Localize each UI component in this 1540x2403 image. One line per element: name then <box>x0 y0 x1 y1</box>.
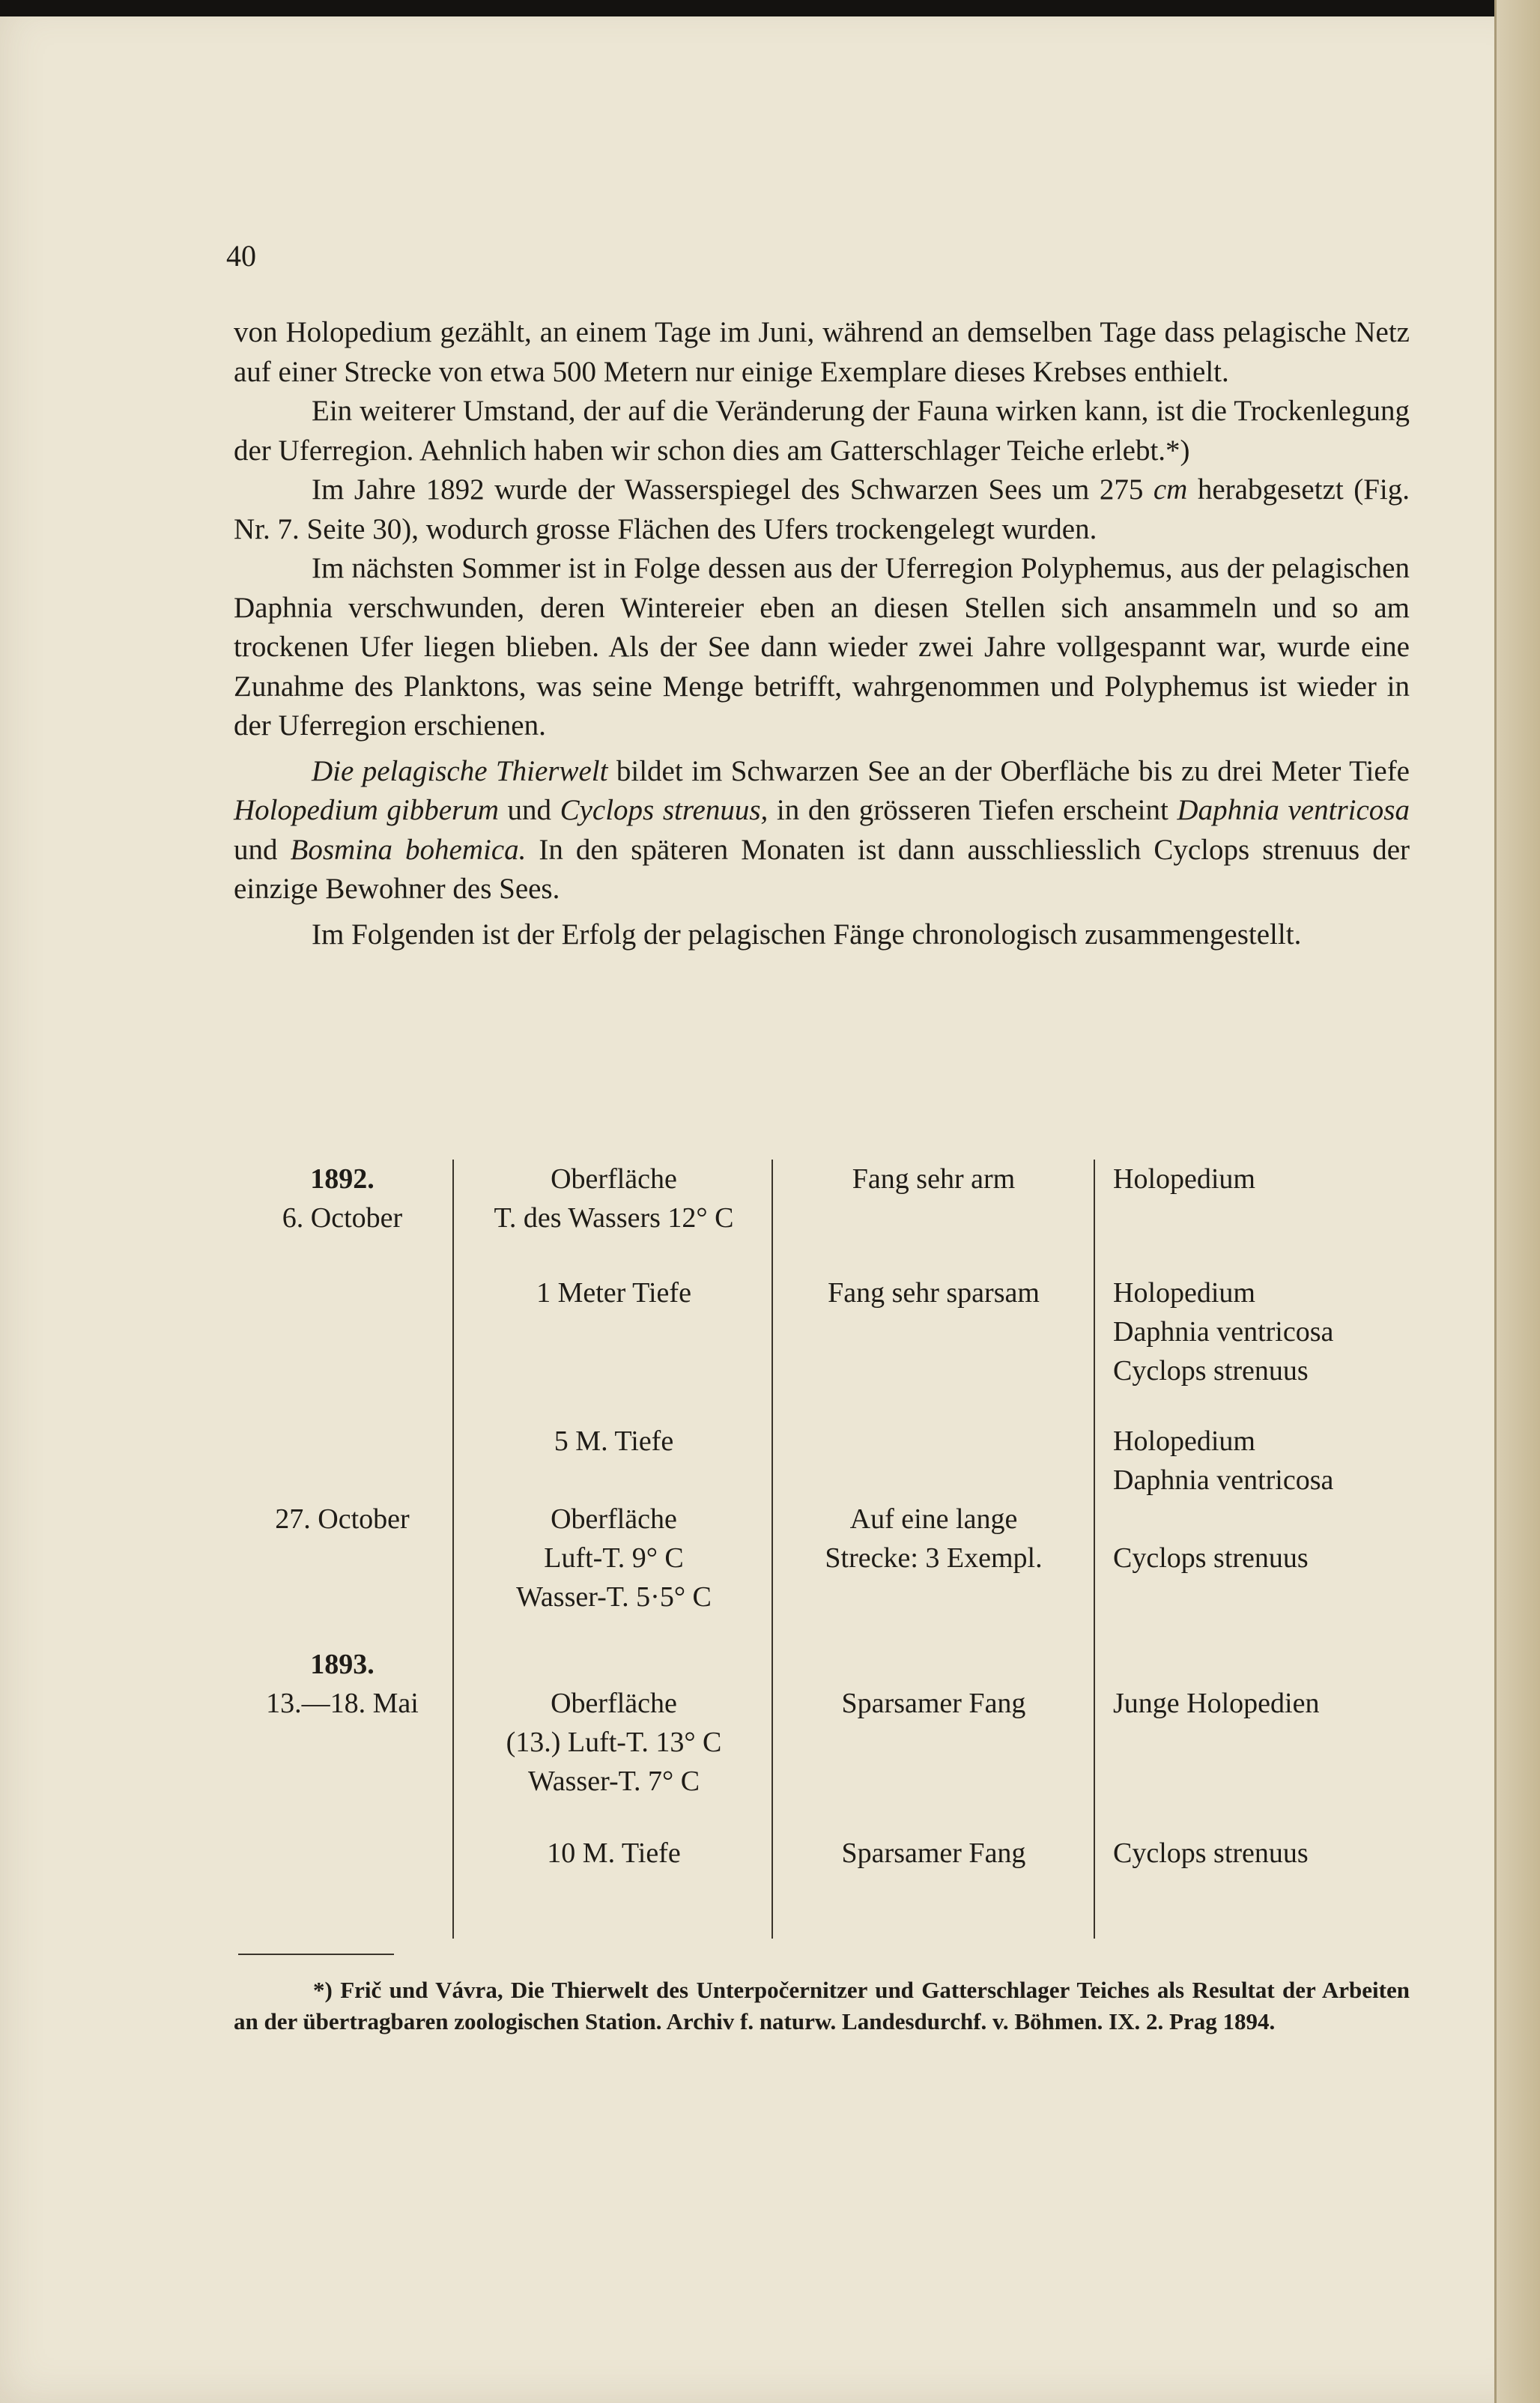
depth-cell: 10 M. Tiefe <box>547 1837 681 1869</box>
catch-cell: Fang sehr sparsam <box>828 1277 1040 1309</box>
species-cell <box>1113 1273 1413 1390</box>
species-line: Cyclops strenuus <box>1113 1837 1309 1869</box>
scan-top-border <box>0 0 1540 16</box>
italic-term: Daphnia ventricosa <box>1177 794 1410 826</box>
depth-line: Oberfläche <box>551 1163 677 1195</box>
species-line: Cyclops strenuus <box>1113 1542 1309 1574</box>
page-edge <box>1497 0 1540 2403</box>
paragraph <box>234 752 1410 909</box>
species-cell <box>1113 1684 1413 1723</box>
paragraph: Im Folgenden ist der Erfolg der pelagischen Fänge chronologisch zusammengestellt. <box>312 918 1302 951</box>
text-run: herabgesetzt (Fig. Nr. 7. Seite 30), wodurch grosse Flächen des Ufers trockengelegt wurden. <box>234 473 1410 545</box>
depth-line: Wasser-T. 7° C <box>527 1766 700 1797</box>
depth-cell <box>455 1500 773 1616</box>
depth-line: Luft-T. 9° C <box>544 1542 684 1574</box>
depth-line: Oberfläche <box>551 1503 677 1535</box>
page-number: 40 <box>226 239 256 273</box>
catch-line: Strecke: 3 Exempl. <box>825 1542 1043 1574</box>
catch-table <box>234 1160 1410 1942</box>
depth-cell: 5 M. Tiefe <box>554 1425 674 1457</box>
italic-term: Holopedium gibberum <box>234 794 499 826</box>
paragraph: von Holopedium gezählt, an einem Tage im Juni, während an demselben Tage dass pelagische Netz auf einer Strecke von etwa 500 Metern nur einige Exemplare dieses Krebses enthielt. <box>234 316 1410 388</box>
catch-line: Auf eine lange <box>849 1503 1018 1535</box>
depth-line: (13.) Luft-T. 13° C <box>506 1727 722 1758</box>
species-line: Holopedium <box>1113 1425 1255 1457</box>
text-run: In den späteren Monaten ist dann ausschliesslich Cyclops strenuus der einzige Bewohner des Sees. <box>234 833 1410 905</box>
footnote-text: *) Frič und Vávra, Die Thierwelt des Unterpočernitzer und Gatterschlager Teiches als Resultat der Arbeiten an der übertragbaren zoologischen Station. Archiv f. naturw. Landesdurchf. v. Böhmen. IX. 2. Prag 1894. <box>234 1977 1410 2034</box>
italic-term: Bosmina bohemica. <box>290 833 527 866</box>
year-label: 1893. <box>310 1649 375 1680</box>
date-label: 13.—18. Mai <box>266 1688 419 1719</box>
catch-cell: Sparsamer Fang <box>841 1837 1026 1869</box>
footnote <box>234 1975 1410 2037</box>
date-label: 6. October <box>282 1202 403 1234</box>
catch-cell: Fang sehr arm <box>852 1163 1016 1195</box>
column-divider <box>1094 1160 1095 1939</box>
species-line: Cyclops strenuus <box>1113 1355 1309 1387</box>
depth-cell: 1 Meter Tiefe <box>536 1277 691 1309</box>
paragraph <box>234 470 1410 549</box>
species-line: Daphnia ventricosa <box>1113 1464 1334 1496</box>
footnote-rule <box>238 1954 394 1955</box>
date-cell <box>234 1160 451 1237</box>
species-cell <box>1113 1834 1413 1873</box>
species-cell <box>1113 1539 1413 1578</box>
text-run: in den grösseren Tiefen erscheint <box>768 794 1177 826</box>
depth-line: Oberfläche <box>551 1688 677 1719</box>
italic-term: Die pelagische Thierwelt <box>312 754 608 787</box>
paragraph: Ein weiterer Umstand, der auf die Veränderung der Fauna wirken kann, ist die Trockenlegung der Uferregion. Aehnlich haben wir schon dies am Gatterschlager Teiche erlebt.*) <box>234 395 1410 467</box>
column-divider <box>452 1160 454 1939</box>
depth-cell <box>455 1160 773 1237</box>
italic-term: Cyclops strenuus, <box>560 794 769 826</box>
catch-cell: Sparsamer Fang <box>841 1688 1026 1719</box>
paragraph: Im nächsten Sommer ist in Folge dessen aus der Uferregion Polyphemus, aus der pelagischen Daphnia verschwunden, deren Wintereier eben an diesen Stellen sich ansammeln und so am trockenen Ufer liegen blieben. Als der See dann wieder zwei Jahre vollgespannt war, wurde eine Zunahme des Planktons, was seine Menge betrifft, wahrgenommen und Polyphemus ist wieder in der Uferregion erschienen. <box>234 552 1410 742</box>
text-run: bildet im Schwarzen See an der Oberfläche bis zu drei Meter Tiefe <box>607 754 1410 787</box>
species-line: Junge Holopedien <box>1113 1688 1320 1719</box>
species-line: Holopedium <box>1113 1277 1255 1309</box>
depth-cell <box>455 1684 773 1801</box>
text-run: Im Jahre 1892 wurde der Wasserspiegel des Schwarzen Sees um 275 <box>312 473 1154 506</box>
body-text <box>234 313 1410 954</box>
species-cell <box>1113 1422 1413 1500</box>
year-label: 1892. <box>310 1163 375 1195</box>
species-line: Holopedium <box>1113 1163 1255 1195</box>
catch-cell <box>774 1500 1093 1578</box>
unit-cm: cm <box>1153 473 1188 506</box>
date-cell <box>234 1500 451 1539</box>
species-line: Daphnia ventricosa <box>1113 1316 1334 1348</box>
depth-line: Wasser-T. 5·5° C <box>516 1581 712 1613</box>
date-cell <box>234 1645 451 1723</box>
depth-line: T. des Wassers 12° C <box>494 1202 734 1234</box>
species-cell <box>1113 1160 1413 1199</box>
date-label: 27. October <box>275 1503 410 1535</box>
text-run: und <box>234 833 291 866</box>
text-run: und <box>498 794 560 826</box>
